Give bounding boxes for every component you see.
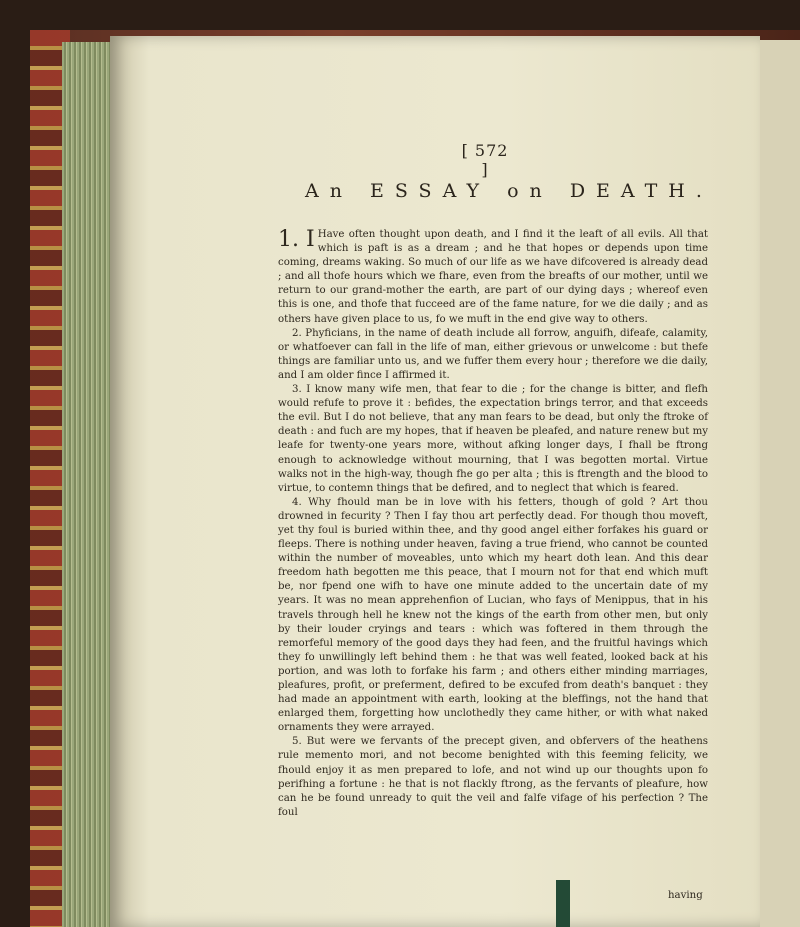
drop-cap: 1. I [278,227,315,252]
ribbon-bookmark [556,880,570,927]
essay-title: An ESSAY on DEATH. [305,180,713,202]
essay-body [278,228,708,820]
page-number: [ 572 ] [461,141,509,179]
paragraph-2: 2. Phyficians, in the name of death include all forrow, anguifh, difeafe, calamity, or whatfoever can fall in the life of man, either grievous or unwelcome : but thefe things are familiar unto us, and we fuffer them every hour ; therefore we die daily, and I am older fince I affirmed it. [278,327,708,381]
paragraph-4: 4. Why fhould man be in love with his fetters, though of gold ? Art thou drowned in fecurity ? Then I fay thou art perfectly dead. For though thou moveft, yet thy foul is buried within thee, and thy good angel either forfakes his guard or fleeps. There is nothing under heaven, faving a true friend, who cannot be counted within the number of moveables, unto which my heart doth lean. And this dear freedom hath begotten me this peace, that I mourn not for that end which muft be, nor fpend one wifh to have one minute added to the uncertain date of my years. It was no mean apprehenfion of Lucian, who fays of Menippus, that in his travels through hell he knew not the kings of the earth from other men, but only by their louder cryings and tears : which was foftered in them through the remorfeful memory of the good days they had feen, and the fruitful havings which they fo unwillingly left behind them : he that was well feated, looked back at his portion, and was loth to forfake his farm ; and others either minding marriages, pleafures, profit, or preferment, defired to be excufed from death's banquet : they had made an appointment with earth, looking at the bleffings, not the hand that enlarged them, forgetting how unclothedly they came hither, or with what naked ornaments they were arrayed. [278,496,708,734]
paragraph-text: Have often thought upon death, and I find it the leaft of all evils. All that which is paft is as a dream ; and he that hopes or depends upon time coming, dreams waking. So much of our life as we have difcovered is already dead ; and all thofe hours which we fhare, even from the breafts of our mother, until we return to our grand-mother the earth, are part of our dying days ; whereof even this is one, and thofe that fucceed are of the fame nature, for we die daily ; and as others have given place to us, fo we muft in the end give way to others. [278,229,708,325]
paragraph-1 [278,228,708,327]
facing-page-edge [760,40,800,927]
paragraph-3: 3. I know many wife men, that fear to die ; for the change is bitter, and flefh would refufe to prove it : befides, the expectation brings terror, and that exceeds the evil. But I do not believe, that any man fears to be dead, but only the ftroke of death : and fuch are my hopes, that if heaven be pleafed, and nature renew but my leafe for twenty-one years more, without afking longer days, I fhall be ftrong enough to acknowledge without mourning, that I was begotten mortal. Virtue walks not in the high-way, though fhe go per alta ; this is ftrength and the blood to virtue, to contemn things that be defired, and to neglect that which is feared. [278,384,708,494]
catchword: having [668,890,703,901]
page-edges [62,42,110,927]
paragraph-5: 5. But were we fervants of the precept given, and obfervers of the heathens rule memento mori, and not become benighted with this feeming felicity, we fhould enjoy it as men prepared to lofe, and not wind up our thoughts upon fo perifhing a fortune : he that is not flackly ftrong, as the fervants of pleafure, how can he be found unready to quit the veil and falfe vifage of his perfection ? The foul [278,736,708,818]
